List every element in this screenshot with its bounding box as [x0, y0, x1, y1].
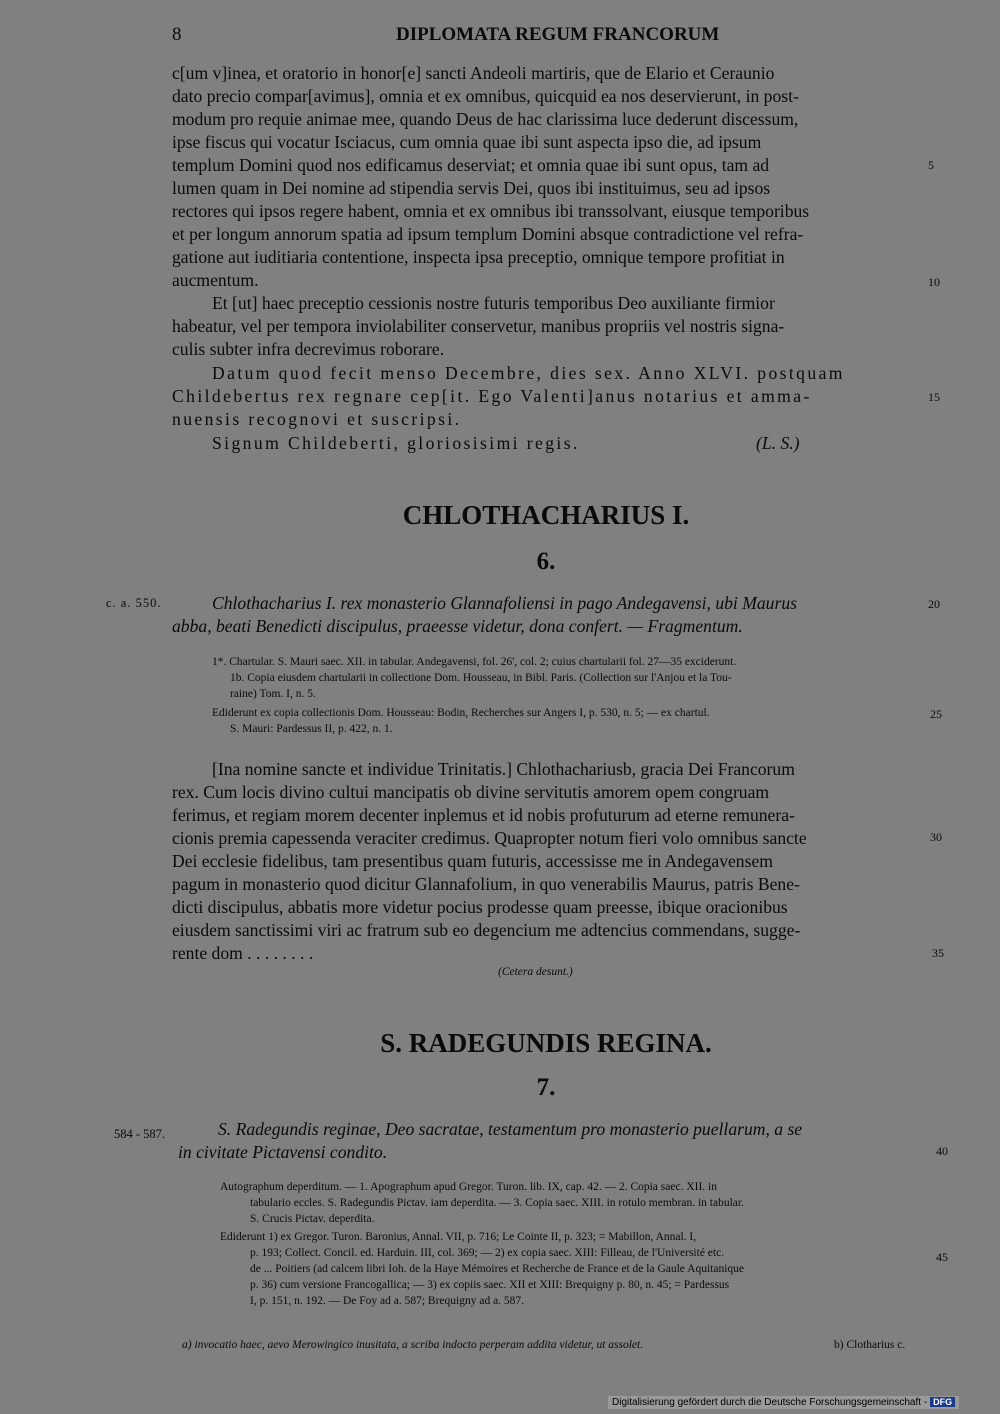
text-line: lumen quam in Dei nomine ad stipendia servis Dei, quos ibi instituimus, seu ad ipsos	[172, 178, 771, 198]
source-line: raine) Tom. I, n. 5.	[230, 688, 316, 700]
source-line: Ediderunt 1) ex Gregor. Turon. Baronius, Annal. VII, p. 716; Le Cointe II, p. 323; = Mabillon, Annal. I,	[220, 1231, 697, 1243]
text-line: cionis premia capessenda veraciter credimus. Quapropter notum fieri volo omnibus sancte	[172, 828, 807, 848]
document-summary: S. Radegundis reginae, Deo sacratae, testamentum pro monasterio puellarum, a se	[218, 1119, 803, 1139]
source-line: de ... Poitiers (ad calcem libri Ioh. de la Haye Mémoires et Recherche de France et de la Gaule Aquitanique	[250, 1263, 744, 1275]
text-line: ipse fiscus qui vocatur Isciacus, cum omnia quae ibi sunt aspecta ipso die, ad ipsum	[172, 132, 762, 152]
source-line: 1b. Copia eiusdem chartularii in collectione Dom. Housseau, in Bibl. Paris. (Collection sur l'Anjou et la Tou-	[230, 672, 732, 684]
text-line: modum pro requie animae mee, quando Deus de hac clarissima luce dederunt discessum,	[172, 109, 799, 129]
line-number: 35	[932, 946, 944, 960]
source-line: 1*. Chartular. S. Mauri saec. XII. in tabular. Andegavensi, fol. 26', col. 2; cuius chartularii fol. 27—35 exciderunt.	[212, 656, 737, 668]
dfg-logo: DFG	[930, 1397, 955, 1407]
source-line: Autographum deperditum. — 1. Apographum apud Gregor. Turon. lib. IX, cap. 42. — 2. Copia saec. XII. in	[220, 1181, 717, 1193]
line-number: 25	[930, 707, 942, 721]
page-number: 8	[172, 24, 182, 45]
source-line: p. 193; Collect. Concil. ed. Harduin. III, col. 369; — 2) ex copia saec. XIII: Filleau, de l'Université etc.	[250, 1247, 725, 1259]
source-line: Ediderunt ex copia collectionis Dom. Housseau: Bodin, Recherches sur Angers I, p. 530, n. 5; — ex chartul.	[212, 707, 710, 719]
digitization-credit	[608, 1396, 959, 1409]
source-line: tabulario eccles. S. Radegundis Pictav. iam deperdita. — 3. Copia saec. XIII. in rotulo membran. in tabular.	[250, 1197, 744, 1209]
line-number: 45	[936, 1250, 948, 1264]
section-title: CHLOTHACHARIUS I.	[402, 500, 690, 530]
source-line: S. Crucis Pictav. deperdita.	[250, 1213, 375, 1225]
footnote-b: b) Clotharius c.	[834, 1339, 906, 1351]
text-line: rectores qui ipsos regere habent, omnia et ex omnibus ibi transsolvant, eiusque temporibus	[172, 201, 810, 221]
credit-text: Digitalisierung gefördert durch die Deutsche Forschungsgemeinschaft -	[612, 1397, 928, 1408]
text-line: culis subter infra decrevimus roborare.	[172, 339, 445, 359]
text-line: et per longum annorum spatia ad ipsum templum Domini absque contradictione vel refra-	[172, 224, 804, 244]
running-title: DIPLOMATA REGUM FRANCORUM	[396, 24, 720, 45]
text-line: rente dom . . . . . . . .	[172, 943, 314, 963]
source-line: S. Mauri: Pardessus II, p. 422, n. 1.	[230, 723, 393, 735]
line-number: 15	[928, 390, 940, 404]
footnote-a: a) invocatio haec, aevo Merowingico inusitata, a scriba indocto perperam addita videtur, ut assolet.	[182, 1339, 644, 1351]
signum-line: Signum Childeberti, gloriosisimi regis.	[212, 433, 580, 453]
text-line: rex. Cum locis divino cultui mancipatis ob divine servitutis amorem opem congruam	[172, 782, 770, 802]
text-line: dato precio compar[avimus], omnia et ex omnibus, quicquid ea nos deservierunt, in post-	[172, 86, 799, 106]
seal-mark: (L. S.)	[756, 433, 800, 453]
text-line: templum Domini quod nos edificamus deserviat; et omnia quae ibi sunt opus, tam ad	[172, 155, 770, 175]
datum-line: nuensis recognovi et suscripsi.	[172, 409, 462, 429]
document-number: 6.	[536, 548, 556, 575]
text-line: [Ina nomine sancte et individue Trinitatis.] Chlothachariusb, gracia Dei Francorum	[212, 759, 795, 779]
line-number: 30	[930, 830, 942, 844]
document-summary: Chlothacharius I. rex monasterio Glannafoliensi in pago Andegavensi, ubi Maurus	[212, 593, 797, 613]
text-line: dicti discipulus, abbatis more videtur pocius prodesse quam preesse, ibique oracionibus	[172, 897, 788, 917]
line-number: 5	[928, 158, 934, 172]
source-line: I, p. 151, n. 192. — De Foy ad a. 587; Brequigny ad a. 587.	[250, 1295, 525, 1307]
datum-line: Childebertus rex regnare cep[it. Ego Valenti]anus notarius et amma-	[172, 386, 812, 406]
text-line: eiusdem sanctissimi viri ac fratrum sub eo degencium me adtencius commendans, sugge-	[172, 920, 801, 940]
text-line: ferimus, et regiam morem decenter inplemus et id nobis profuturum ad eterne remunera-	[172, 805, 795, 825]
line-number: 10	[928, 275, 940, 289]
line-number: 20	[928, 597, 940, 611]
text-line: c[um v]inea, et oratorio in honor[e] sancti Andeoli martiris, que de Elario et Ceraunio	[172, 63, 775, 83]
document-date: 584 - 587.	[114, 1127, 166, 1141]
text-ending-note: (Cetera desunt.)	[498, 966, 573, 978]
text-line: Dei ecclesie fidelibus, tam presentibus quam futuris, accessisse me in Andegavensem	[172, 851, 773, 871]
document-date: c. a. 550.	[106, 596, 162, 610]
document-number: 7.	[536, 1074, 556, 1101]
document-summary: abba, beati Benedicti discipulus, praeesse videtur, dona confert. — Fragmentum.	[172, 616, 743, 636]
datum-line: Datum quod fecit menso Decembre, dies sex. Anno XLVI. postquam	[212, 363, 845, 383]
text-line: habeatur, vel per tempora inviolabiliter conservetur, manibus propriis vel nostris signa-	[172, 316, 785, 336]
section-title: S. RADEGUNDIS REGINA.	[380, 1028, 712, 1058]
text-line: Et [ut] haec preceptio cessionis nostre futuris temporibus Deo auxiliante firmior	[212, 293, 775, 313]
text-line: gatione aut iuditiaria contentione, inspecta ipsa preceptio, omnique tempore profitiat in	[172, 247, 785, 267]
text-line: aucmentum.	[172, 270, 259, 290]
document-summary: in civitate Pictavensi condito.	[178, 1142, 388, 1162]
source-line: p. 36) cum versione Francogallica; — 3) ex copiis saec. XII et XIII: Brequigny p. 80, n. 45; = Pardessus	[250, 1279, 730, 1291]
line-number: 40	[936, 1144, 948, 1158]
text-line: pagum in monasterio quod dicitur Glannafolium, in quo venerabilis Maurus, patris Bene-	[172, 874, 800, 894]
